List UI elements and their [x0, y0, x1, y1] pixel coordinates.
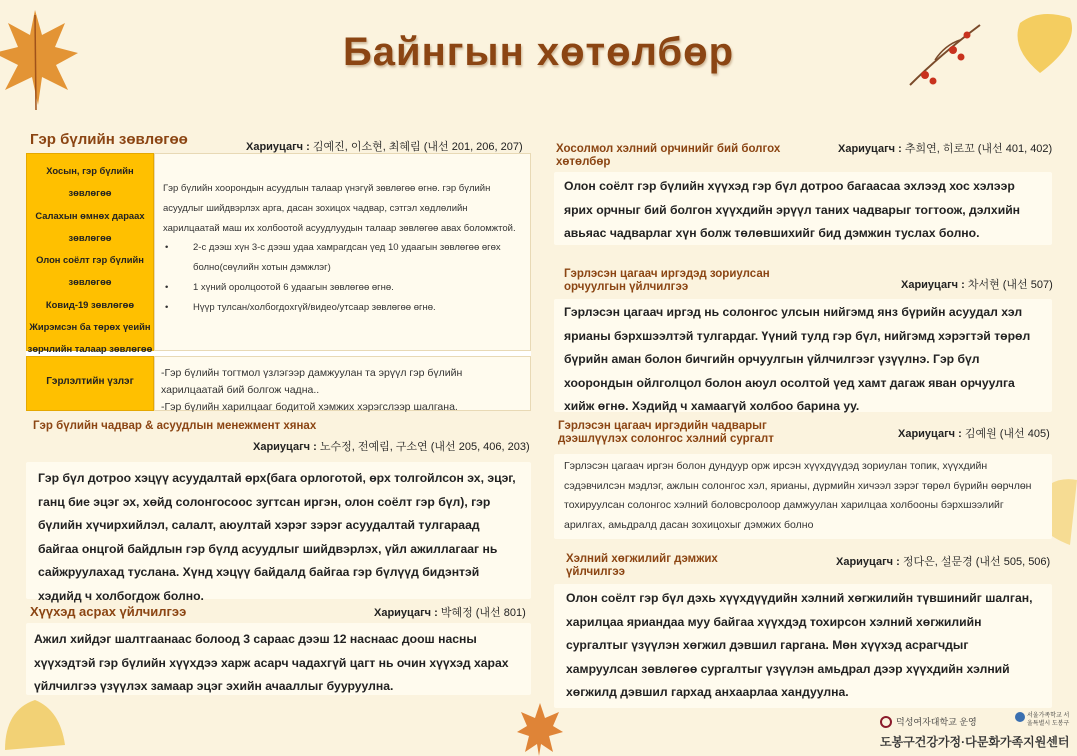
childcare-text-box	[26, 623, 531, 695]
language-development-text: Олон соёлт гэр бүл дэхь хүүхдүүдийн хэлний хөгжилийн түвшинийг шалган, харилцаа яриандаа муу байгаа хүүхдэд тохирсон хэлний хөгжилийн сургалтыг үзүүлэн хөгжил дэвшил гаргана. Мөн хүүхэд асрагчдыг хамруулсан зөвлөгөө сургалтыг үзүүлэн амьдрал дээр хүүхдийн хэлний хөгжилд дэвшил гархад анхаарлаа хандуулна.	[566, 591, 1033, 699]
bilingual-text-box	[554, 172, 1052, 245]
interpretation-text: Гэрлэсэн цагаач иргэд нь солонгос улсын нийгэмд янз бүрийн асуудал хэл ярианы бэрхшээлтэй тулгардаг. Үүний тулд гэр бүл, нийгэмд хэрэгтэй төрөл бүрийн аман болон бичгийн орчуулгын үйлчилгээг үзүүлнэ. Гэр бүл хоорондын ойлголцол болон аюул осолтой үед хамт дагаж яван орчуулга хийж өгнө. Хэдийд ч хамаагүй холбоо барина уу.	[564, 305, 1031, 413]
page-title: Байнгын хөтөлбөр	[343, 30, 734, 74]
responsible-capacity	[253, 438, 530, 454]
ginkgo-leaf-icon	[0, 690, 70, 756]
university-name: 덕성여자대학교 운영	[896, 717, 977, 727]
bilingual-text: Олон соёлт гэр бүлийн хүүхэд гэр бүл дотроо багаасаа эхлээд хос хэлээр ярих орчныг бий болгон хүүхдийн эрүүл таних чадварыг тогтоож, дэлхийн авьяас чадварлаг хүн болж төлөвшихийг бид дэмжин туслах болно.	[564, 179, 1021, 240]
responsible-label: Хариуцагч :	[246, 141, 310, 153]
maple-leaf-icon	[515, 700, 565, 756]
topic-item: Жирэмсэн ба төрөх үеийн зөрчлийн талаар зөвлөгөө	[27, 321, 153, 355]
responsible-names: 노수정, 전예림, 구소연 (내선 205, 406, 203)	[319, 441, 530, 453]
section-title-bilingual: Хосолмол хэлний орчинийг бий болгох хөтөлбөр	[556, 143, 781, 168]
bullet-item: • 2-с дээш хүн 3-с дээш удаа хамрагдсан үед 10 удаагын зөвлөгөө өгөх болно(сөүлийн хотын дэмжлэг)	[163, 238, 522, 278]
responsible-label: Хариуцагч :	[838, 143, 902, 155]
responsible-label: Хариуцагч :	[901, 279, 965, 291]
topics-cell	[26, 153, 154, 355]
responsible-names: 차서현 (내선 507)	[967, 279, 1053, 291]
responsible-names: 김예진, 이소현, 최혜림 (내선 201, 206, 207)	[312, 141, 523, 153]
seoul-name: 서울가족학교 서울특별시 도봉구	[1027, 713, 1070, 727]
marriage-check-text: -Гэр бүлийн тогтмол үзлэгээр дамжуулан та эрүүл гэр бүлийн харилцаатай бий болгож чадна.. -Гэр бүлийн харилцааг бодитой хэмжих хэрэгслээр шалгана.	[161, 367, 463, 413]
topic-item: Салахын өмнөх дараах зөвлөгөө	[35, 209, 145, 243]
language-development-text-box	[554, 584, 1052, 708]
responsible-interpretation	[901, 276, 1053, 292]
marriage-check-label-cell	[26, 356, 154, 411]
section-title-family-counseling: Гэр бүлийн зөвлөгөө	[30, 131, 188, 148]
center-name: 도봉구건강가정·다문화가족지원센터	[880, 735, 1070, 749]
description-text: Гэр бүлийн хоорондын асуудлын талаар үнэгүй зөвлөгөө өгнө. гэр бүлийн асуудлыг шийдвэрлэх арга, дасан зохицох чадвар, сэтгэл хөдлөлийн харилцаатай маш их холбоотой асуудлуудын талаар зөвлөгөө авах боломжтой.	[163, 183, 516, 234]
seoul-emblem-icon	[1015, 712, 1025, 722]
university-seal-icon	[880, 716, 892, 728]
responsible-label: Хариуцагч :	[374, 607, 438, 619]
university-logo	[880, 715, 977, 728]
section-title-language-development: Хэлний хөгжилийг дэмжих үйлчилгээ	[566, 553, 718, 578]
responsible-family	[246, 138, 523, 154]
responsible-language-development	[836, 553, 1050, 569]
section-title-capacity: Гэр бүлийн чадвар & асуудлын менежмент хянах	[33, 420, 317, 432]
marriage-check-text-cell	[154, 356, 531, 411]
korean-text: Гэрлэсэн цагаач иргэн болон дундуур орж ирсэн хүүхдүүдэд зориулан топик, хүүхдийн сэдэвчилсэн мэдлэг, ажлын солонгос хэл, ярианы, дүрмийн хичээл зэрэг төрөл бүрийн өөрчлөн тохируулсан солонгос хэлний боловсролоор дамжуулан харилцаа холбооны бэрхшээлийг арилгах, амьдралд дасан зохицохыг дэмжих болно	[564, 460, 1032, 531]
responsible-childcare	[374, 604, 526, 620]
capacity-text-box	[26, 462, 531, 603]
responsible-label: Хариуцагч :	[898, 428, 962, 440]
topic-item: Ковид-19 зөвлөгөө	[45, 298, 135, 310]
topic-item: Олон соёлт гэр бүлийн зөвлөгөө	[36, 254, 144, 288]
capacity-text: Гэр бүл дотроо хэцүү асуудалтай өрх(бага орлоготой, өрх толгойлсон эх, эцэг, ганц бие эцэг эх, хөйд солонгосоос зугтсан иргэн, олон соёлт гэр бүл), гэр бүлийн хүчирхийлэл, салалт, аюултай хэрэг зэрэг асуудалтай тулгараад байгаа онцгой байдлын гэр бүлд асуудлыг шийдвэрлэх, үйл ажиллагааг нь сайжруулахад туслана. Хүнд хэцүү байдалд байгаа гэр бүлүүд бидэнтэй хэдийд ч холбогдож болно.	[38, 471, 516, 603]
childcare-text: Ажил хийдэг шалтгаанаас болоод 3 сараас дээш 12 наснаас доош насны хүүхэдтэй гэр бүлийн хүүхдээ харж асарч чадахгүй цагт нь очин хүүхэд харах үйлчилгээ үзүүлэх замаар эцэг эхийн ачааллыг бууруулна.	[34, 632, 509, 693]
topic-item: Хосын, гэр бүлийн зөвлөгөө	[46, 165, 134, 199]
responsible-names: 박혜정 (내선 801)	[440, 607, 526, 619]
responsible-bilingual	[838, 140, 1052, 156]
responsible-names: 김예원 (내선 405)	[964, 428, 1050, 440]
responsible-names: 정다은, 설문경 (내선 505, 506)	[902, 556, 1051, 568]
bullet-item: • 1 хүний оролцоотой 6 удаагын зөвлөгөө өгнө.	[163, 278, 522, 298]
bullet-item: • Нүүр тулсан/холбогдохгүй/видео/утсаар зөвлөгөө өгнө.	[163, 298, 522, 318]
family-counseling-table	[26, 153, 531, 411]
section-title-interpretation: Гэрлэсэн цагаач иргэдэд зориулсан орчуулгын үйлчилгээ	[564, 268, 770, 293]
korean-text-box	[554, 454, 1052, 539]
responsible-label: Хариуцагч :	[253, 441, 317, 453]
marriage-check-label: Гэрлэлтийн үзлэг	[46, 376, 134, 387]
interpretation-text-box	[554, 299, 1052, 412]
responsible-korean	[898, 425, 1050, 441]
description-cell	[154, 153, 531, 351]
seoul-logo	[1015, 712, 1075, 728]
responsible-names: 추희연, 히로꼬 (내선 401, 402)	[904, 143, 1053, 155]
section-title-childcare: Хүүхэд асрах үйлчилгээ	[30, 604, 187, 619]
responsible-label: Хариуцагч :	[836, 556, 900, 568]
section-title-korean-education: Гэрлэсэн цагаач иргэдийн чадварыг дээшлүүлэх солонгос хэлний сургалт	[558, 420, 774, 445]
